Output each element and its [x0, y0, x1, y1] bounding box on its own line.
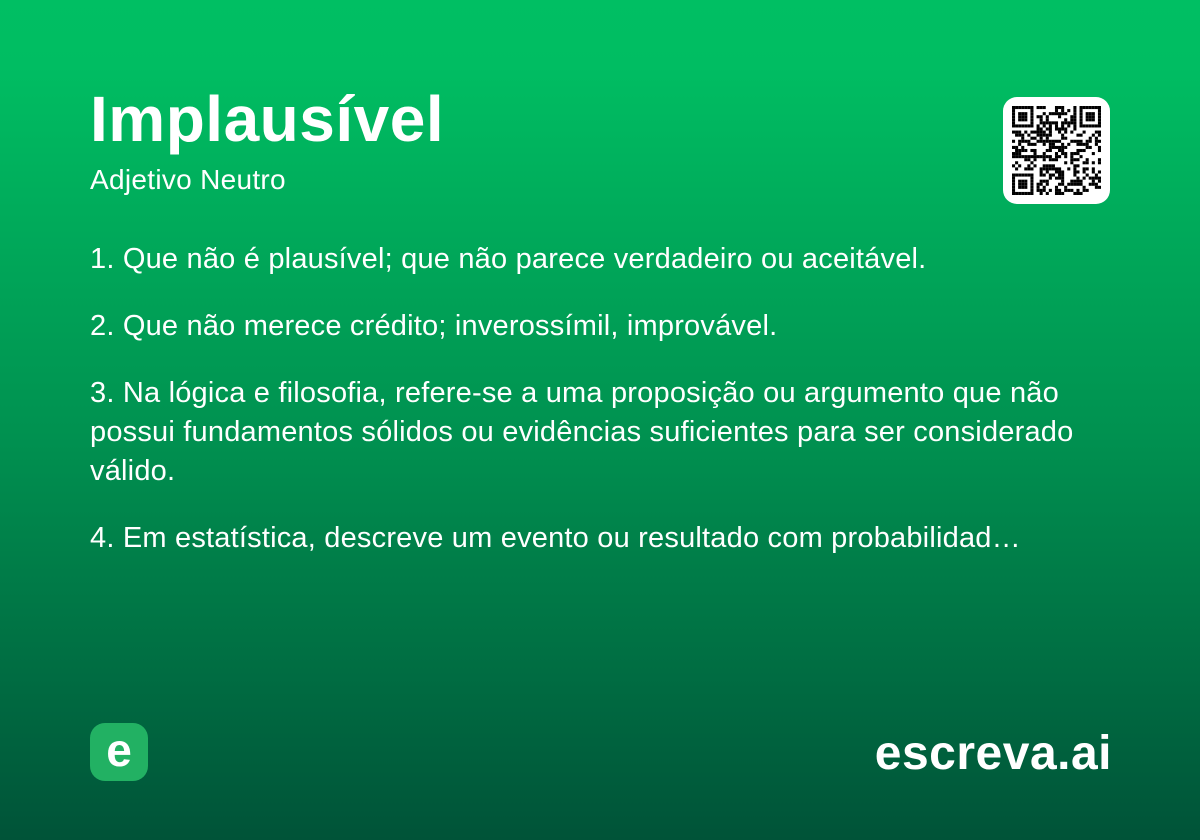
- logo-letter: e: [106, 724, 132, 776]
- qr-code-icon: [1003, 97, 1110, 204]
- definition-4: 4. Em estatística, descreve um evento ou resultado com probabilidad…: [90, 522, 1021, 554]
- part-of-speech: Adjetivo Neutro: [90, 164, 286, 196]
- definition-2: 2. Que não merece crédito; inverossímil, improvável.: [90, 310, 778, 342]
- definition-1: 1. Que não é plausível; que não parece verdadeiro ou aceitável.: [90, 243, 927, 275]
- definition-3: 3. Na lógica e filosofia, refere-se a uma proposição ou argumento que não possui fundamentos sólidos ou evidências suficientes para ser considerado válido.: [90, 377, 1074, 487]
- escreva-logo: [90, 723, 148, 781]
- site-name: escreva.ai: [874, 727, 1112, 780]
- word-title: Implausível: [90, 83, 445, 155]
- card-header: [90, 84, 444, 196]
- definitions-list: [90, 240, 1075, 586]
